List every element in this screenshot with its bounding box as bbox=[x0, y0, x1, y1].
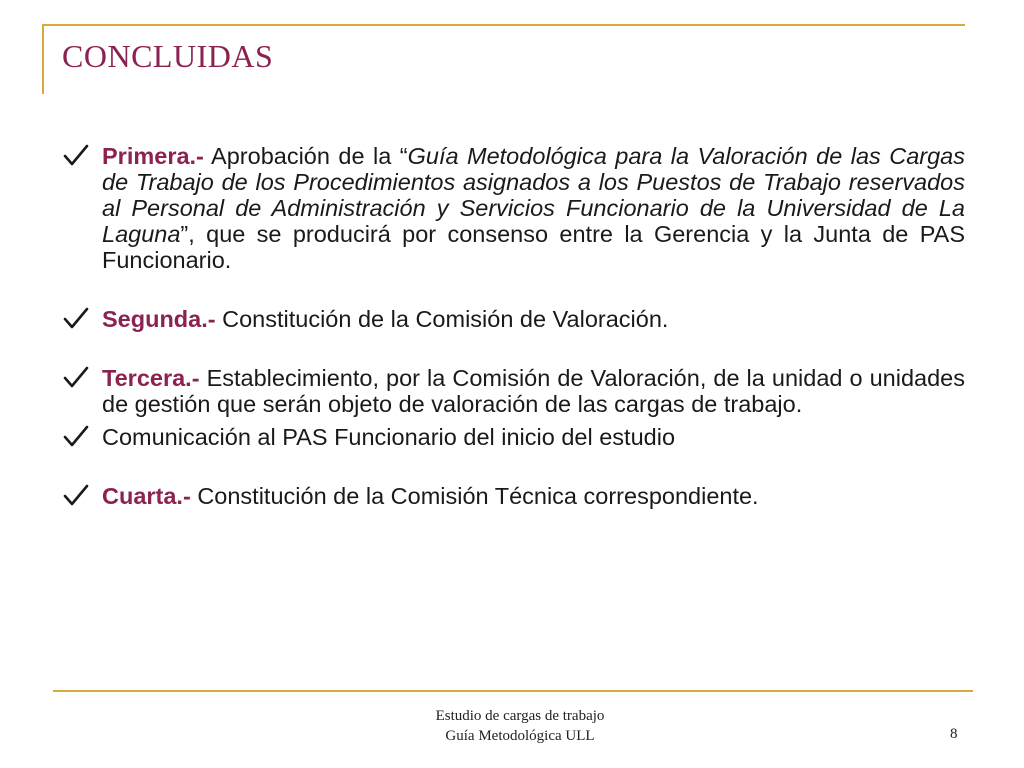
item-text-italic: Guía Metodológica para la Valoración de las Cargas de Trabajo de los Procedimientos asignados a los Puestos de Trabajo reservados al Personal de Administración y Servicios Funcionario de la Universidad de La Laguna bbox=[102, 143, 965, 247]
checkmark-icon bbox=[62, 365, 90, 391]
item-text: Constitución de la Comisión Técnica correspondiente. bbox=[190, 483, 759, 509]
footer-caption bbox=[380, 706, 660, 746]
list-item-primera bbox=[62, 143, 965, 273]
item-text: Aprobación de la “ bbox=[203, 143, 408, 169]
item-text: Constitución de la Comisión de Valoración. bbox=[215, 306, 669, 332]
list-item-segunda bbox=[62, 306, 965, 332]
list-item-tercera bbox=[62, 365, 965, 417]
item-label: Tercera.- bbox=[102, 365, 200, 391]
footer-line-2: Guía Metodológica ULL bbox=[445, 728, 595, 744]
item-label: Cuarta.- bbox=[102, 483, 191, 509]
left-accent-line bbox=[42, 24, 44, 94]
footer-line-1: Estudio de cargas de trabajo bbox=[435, 708, 605, 724]
item-label: Segunda.- bbox=[102, 306, 216, 332]
item-label: Primera.- bbox=[102, 143, 204, 169]
page-number: 8 bbox=[950, 726, 958, 742]
top-accent-line bbox=[42, 24, 965, 26]
checkmark-icon bbox=[62, 483, 90, 509]
footer-divider bbox=[53, 690, 973, 692]
checkmark-icon bbox=[62, 424, 90, 450]
list-item-cuarta bbox=[62, 483, 965, 509]
item-text: ”, que se producirá por consenso entre la Gerencia y la Junta de PAS Funcionario. bbox=[102, 221, 965, 273]
item-text: Establecimiento, por la Comisión de Valoración, de la unidad o unidades de gestión que serán objeto de valoración de las cargas de trabajo. bbox=[102, 365, 965, 417]
checkmark-icon bbox=[62, 143, 90, 169]
item-text: Comunicación al PAS Funcionario del inicio del estudio bbox=[102, 424, 676, 450]
conclusions-list bbox=[62, 143, 965, 509]
checkmark-icon bbox=[62, 306, 90, 332]
slide-title: CONCLUIDAS bbox=[62, 38, 274, 74]
list-item-comunicacion bbox=[62, 424, 965, 450]
